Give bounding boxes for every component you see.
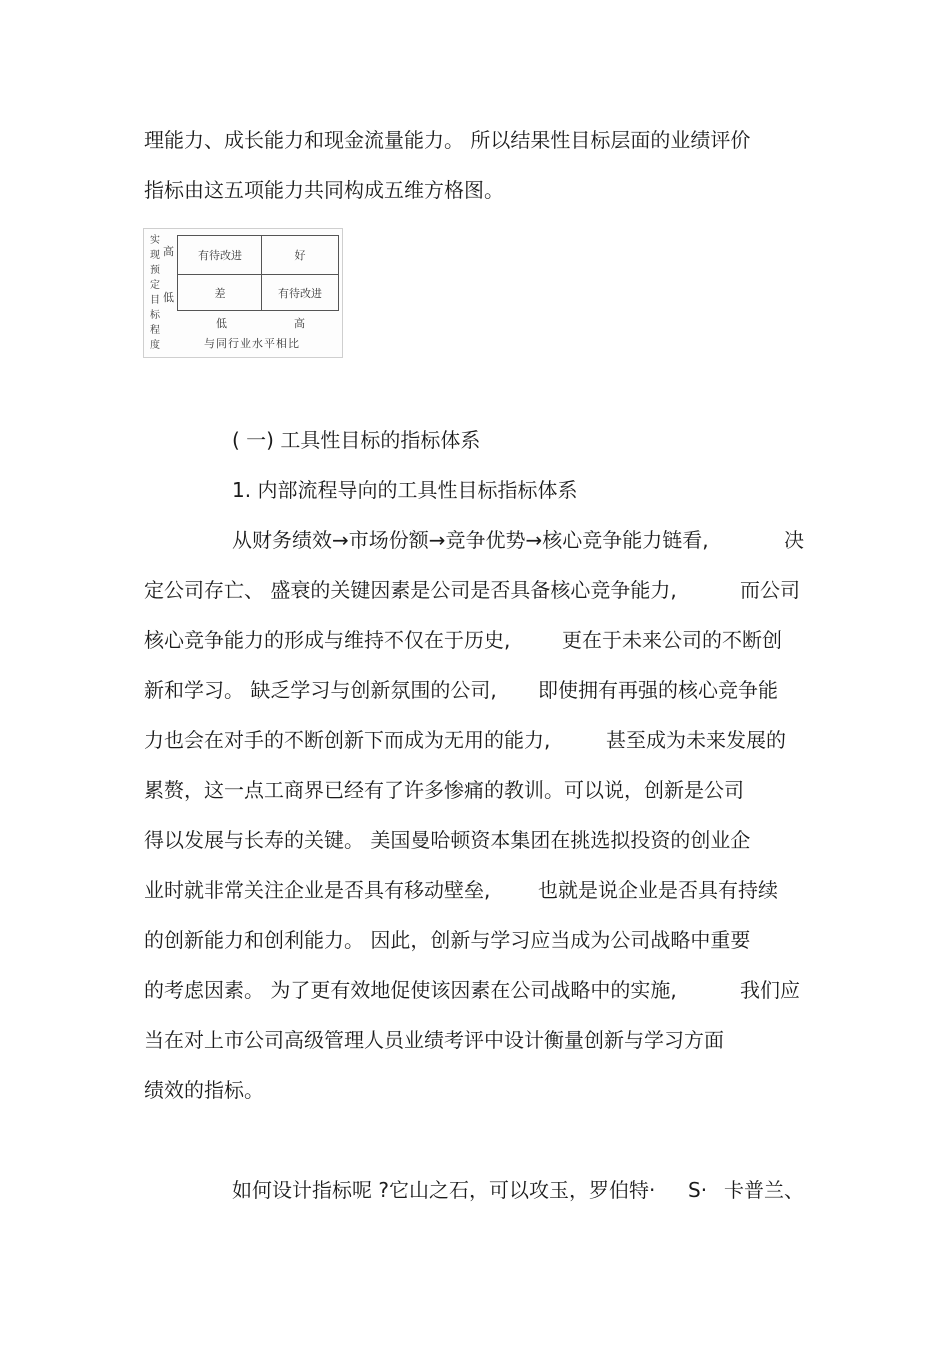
figure-cell-top-left: 有待改进 [198,249,242,262]
paragraph-line: 如何设计指标呢 ?它山之石，可以攻玉，罗伯特· [232,1178,656,1202]
paragraph-line: 绩效的指标。 [144,1078,264,1102]
paragraph-line: 更在于未来公司的不断创 [562,628,782,652]
figure-row-label-low: 低 [163,291,174,304]
paragraph-line: 即使拥有再强的核心竞争能 [538,678,778,702]
figure-col-label-high: 高 [294,317,305,330]
figure-x-axis-label: 与同行业水平相比 [204,337,300,350]
paragraph-line: 指标由这五项能力共同构成五维方格图。 [144,178,504,202]
paragraph-line: 力也会在对手的不断创新下而成为无用的能力, [144,728,551,752]
paragraph-line: 定公司存亡、 盛衰的关键因素是公司是否具备核心竞争能力, [144,578,677,602]
paragraph-line: 累赘，这一点工商界已经有了许多惨痛的教训。可以说，创新是公司 [144,778,744,802]
paragraph-line: 的考虑因素。 为了更有效地促使该因素在公司战略中的实施, [144,978,677,1002]
paragraph-line: 当在对上市公司高级管理人员业绩考评中设计衡量创新与学习方面 [144,1028,724,1052]
paragraph-line: 也就是说企业是否具有持续 [538,878,778,902]
subsection-heading: 1. 内部流程导向的工具性目标指标体系 [232,478,578,502]
figure-col-label-low: 低 [216,317,227,330]
figure-cell-bottom-right: 有待改进 [278,287,322,300]
paragraph-line: 理能力、成长能力和现金流量能力。 所以结果性目标层面的业绩评价 [144,128,751,152]
paragraph-line: S· [688,1178,708,1202]
figure-y-axis-label: 实现预定目标程度 [150,235,160,351]
grid-divider [178,274,338,275]
paragraph-line: 决 [784,528,804,552]
paragraph-line: 核心竞争能力的形成与维持不仅在于历史, [144,628,511,652]
paragraph-line: 新和学习。 缺乏学习与创新氛围的公司, [144,678,497,702]
figure-grid [177,235,339,311]
figure-row-label-high: 高 [163,245,174,258]
paragraph-line: 卡普兰、 [724,1178,804,1202]
paragraph-line: 而公司 [740,578,800,602]
performance-matrix-figure [143,228,343,358]
paragraph-line: 的创新能力和创利能力。 因此，创新与学习应当成为公司战略中重要 [144,928,751,952]
figure-cell-top-right: 好 [294,249,306,262]
figure-cell-bottom-left: 差 [214,287,226,300]
section-heading: ( 一) 工具性目标的指标体系 [232,428,481,452]
paragraph-line: 甚至成为未来发展的 [606,728,786,752]
paragraph-line: 得以发展与长寿的关键。 美国曼哈顿资本集团在挑选拟投资的创业企 [144,828,751,852]
paragraph-line: 从财务绩效→市场份额→竞争优势→核心竞争能力链看, [232,528,709,552]
paragraph-line: 业时就非常关注企业是否具有移动壁垒, [144,878,491,902]
paragraph-line: 我们应 [740,978,800,1002]
